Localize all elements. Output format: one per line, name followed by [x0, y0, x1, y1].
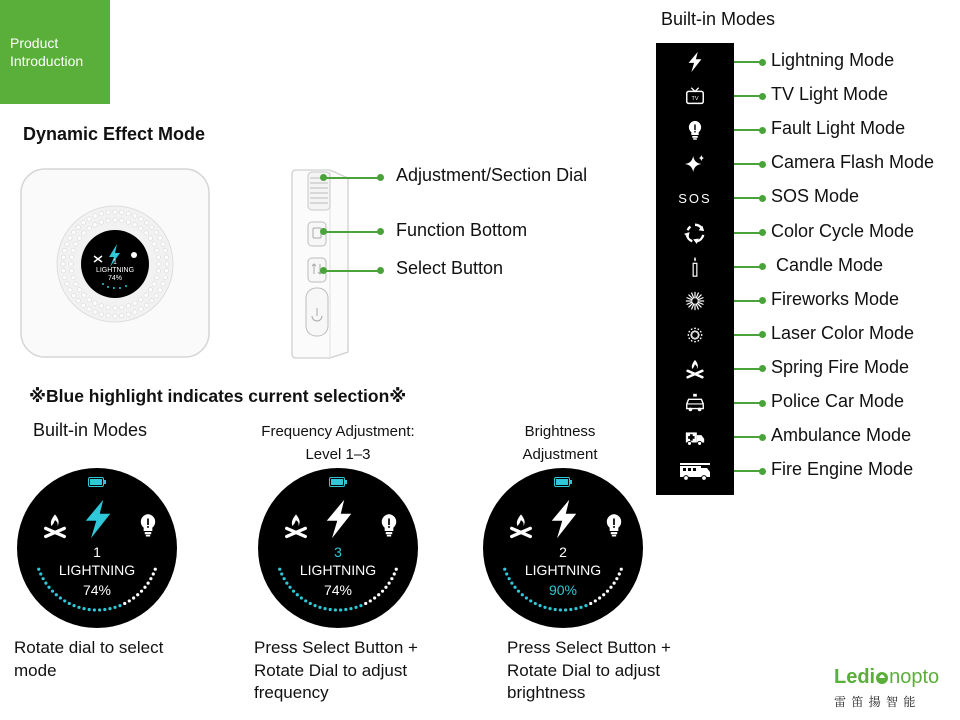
- caption-3-line2: Rotate Dial to adjust: [507, 660, 661, 680]
- logo-subtitle: 雷 笛 揚 智 能: [834, 695, 917, 709]
- badge-line-2: Introduction: [10, 53, 84, 69]
- mode-label: Laser Color Mode: [771, 322, 915, 343]
- screen-3-header-line2: Adjustment: [522, 446, 598, 463]
- mode-connector-dot: [759, 331, 766, 338]
- caption-1: [14, 637, 163, 682]
- svg-text:TV: TV: [691, 96, 699, 103]
- cycle-icon: [656, 218, 734, 248]
- callout-dot: [320, 267, 327, 274]
- mode-label: Lightning Mode: [771, 50, 895, 70]
- screen-3-header-line1: Brightness: [524, 423, 596, 440]
- logo-text-end: nopto: [889, 666, 940, 688]
- device-screen-text: [20, 259, 210, 283]
- modes-header: Built-in Modes: [661, 9, 776, 29]
- progress-arc: [483, 468, 643, 628]
- caption-2-line2: Rotate Dial to adjust: [254, 660, 408, 680]
- mode-label: Fireworks Mode: [771, 288, 900, 309]
- mode-connector-dot: [759, 468, 766, 475]
- mode-connector-dot: [759, 127, 766, 134]
- fire-engine-icon: [656, 456, 734, 486]
- mode-connector-line: [734, 163, 762, 165]
- caption-2-line3: frequency: [254, 683, 329, 702]
- callout-line-select: [325, 270, 380, 272]
- device-screen-number: 1: [113, 259, 117, 266]
- mode-connector-dot: [759, 297, 766, 304]
- screen-2-header-line1: Frequency Adjustment:: [261, 423, 415, 440]
- mode-connector-dot: [759, 161, 766, 168]
- screen-mode-name: LIGHTNING: [524, 562, 602, 578]
- mode-label: Spring Fire Mode: [771, 356, 910, 377]
- badge-line-1: Product: [10, 35, 59, 51]
- screen-level-number: 2: [559, 544, 567, 560]
- caption-2-line1: Press Select Button +: [254, 638, 418, 657]
- callout-select-button: Select Button: [396, 258, 504, 278]
- progress-arc: [258, 468, 418, 628]
- device-side: [290, 168, 350, 360]
- mode-label: Fault Light Mode: [771, 118, 906, 139]
- mode-label: SOS Mode: [771, 186, 860, 207]
- sos-icon: [656, 183, 734, 213]
- mode-connector-dot: [759, 59, 766, 66]
- mode-connector-line: [734, 197, 762, 199]
- bulb-icon: [656, 115, 734, 145]
- mode-connector-dot: [759, 93, 766, 100]
- screen-brightness-percent: 90%: [548, 582, 578, 598]
- callout-line-dial: [325, 177, 380, 179]
- mode-connector-line: [734, 232, 762, 234]
- sparkle-icon: [656, 149, 734, 179]
- caption-3: [507, 637, 671, 705]
- mode-connector-line: [734, 61, 762, 63]
- mode-connector-dot: [759, 365, 766, 372]
- fireworks-icon: [656, 286, 734, 316]
- selection-note: ※Blue highlight indicates current selection※: [29, 386, 407, 406]
- mode-screen-display: [258, 468, 418, 628]
- callout-dot: [320, 228, 327, 235]
- mode-connector-dot: [759, 229, 766, 236]
- campfire-icon: [656, 354, 734, 384]
- mode-connector-line: [734, 436, 762, 438]
- section-title: Dynamic Effect Mode: [23, 124, 206, 144]
- callout-dot: [377, 267, 384, 274]
- callout-dot: [320, 174, 327, 181]
- screen-level-number: 1: [93, 544, 101, 560]
- mode-connector-dot: [759, 195, 766, 202]
- mode-label: Camera Flash Mode: [771, 152, 935, 173]
- callout-function-bottom: Function Bottom: [396, 220, 528, 240]
- mode-label: Candle Mode: [771, 254, 884, 275]
- logo-leaf-icon: [875, 669, 889, 685]
- progress-arc: [17, 468, 177, 628]
- screen-1-header: Built-in Modes: [33, 420, 148, 440]
- screen-panel-2: [228, 420, 448, 466]
- logo-text-start: Ledi: [834, 666, 876, 688]
- caption-3-line3: brightness: [507, 683, 586, 702]
- mode-connector-line: [734, 334, 762, 336]
- mode-label: Color Cycle Mode: [771, 220, 915, 241]
- police-car-icon: [656, 388, 734, 418]
- screen-level-number: 3: [334, 544, 342, 560]
- tv-icon: [656, 81, 734, 111]
- callout-dot: [377, 174, 384, 181]
- mode-screen-display: [17, 468, 177, 628]
- device-front: [20, 168, 210, 358]
- screen-panel-3: [480, 420, 640, 466]
- callout-adjustment-dial: Adjustment/Section Dial: [396, 165, 588, 185]
- mode-connector-line: [734, 95, 762, 97]
- caption-3-line1: Press Select Button +: [507, 638, 671, 657]
- mode-connector-dot: [759, 400, 766, 407]
- mode-connector-line: [734, 470, 762, 472]
- product-introduction-badge: [0, 0, 110, 104]
- mode-connector-line: [734, 402, 762, 404]
- mode-connector-line: [734, 129, 762, 131]
- device-screen-mode: LIGHTNING: [95, 267, 135, 274]
- mode-connector-dot: [759, 263, 766, 270]
- screen-brightness-percent: 74%: [82, 582, 112, 598]
- laser-icon: [656, 320, 734, 350]
- mode-label: TV Light Mode: [771, 84, 889, 105]
- screen-2-header-line2: Level 1–3: [305, 446, 371, 463]
- candle-icon: [656, 252, 734, 282]
- mode-connector-line: [734, 368, 762, 370]
- lightning-icon: [656, 47, 734, 77]
- ambulance-icon: [656, 422, 734, 452]
- caption-2: [254, 637, 418, 705]
- mode-connector-line: [734, 300, 762, 302]
- mode-label: Ambulance Mode: [771, 425, 912, 446]
- mode-label: Police Car Mode: [771, 391, 905, 411]
- screen-mode-name: LIGHTNING: [58, 562, 136, 578]
- device-screen-percent: 74%: [107, 275, 122, 282]
- callout-dot: [377, 228, 384, 235]
- svg-text:SOS: SOS: [678, 191, 712, 207]
- caption-1-line1: Rotate dial to select: [14, 638, 164, 657]
- brand-logo: [834, 666, 952, 710]
- caption-1-line2: mode: [14, 660, 57, 680]
- callout-line-function: [325, 231, 380, 233]
- mode-label: Fire Engine Mode: [771, 459, 914, 480]
- screen-mode-name: LIGHTNING: [299, 562, 377, 578]
- mode-connector-line: [734, 266, 762, 268]
- mode-screen-display: [483, 468, 643, 628]
- mode-connector-dot: [759, 434, 766, 441]
- screen-brightness-percent: 74%: [323, 582, 353, 598]
